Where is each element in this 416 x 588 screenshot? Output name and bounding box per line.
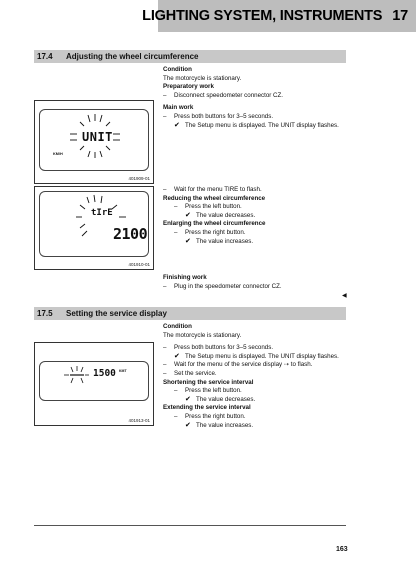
prep-heading: Preparatory work [163, 83, 214, 91]
check-icon: ✔ [185, 395, 191, 403]
flash-rays-icon [40, 192, 150, 256]
main-result-1: ✔ The Setup menu is displayed. The UNIT display flashes. [174, 121, 339, 129]
lcd-service-unit: KMT [119, 369, 127, 373]
result-1: ✔ The Setup menu is displayed. The UNIT display flashes. [174, 352, 339, 360]
section-end-mark: ◀ [342, 293, 347, 299]
section-number: 17.4 [37, 52, 53, 61]
lcd-service-value: 1500 [93, 368, 116, 379]
lcd-tire-text: tIrE [91, 208, 113, 218]
extend-heading: Extending the service interval [163, 404, 251, 412]
step-3: – Set the service. [163, 369, 217, 377]
chapter-title: LIGHTING SYSTEM, INSTRUMENTS [142, 8, 383, 24]
condition-heading: Condition [163, 66, 192, 73]
figure-code: 401910-01 [128, 262, 150, 267]
section-17-5-text [163, 323, 353, 430]
lcd-tire-value: 2100 [113, 225, 148, 243]
main-heading: Main work [163, 104, 194, 112]
main-step-1: – Press both buttons for 3–5 seconds. [163, 112, 274, 120]
lcd-screen [39, 361, 149, 401]
section-number: 17.5 [37, 309, 53, 318]
section-17-4-text [163, 66, 353, 130]
extend-step: – Press the right button. [174, 412, 246, 420]
figure-tire-display [34, 186, 154, 270]
enlarge-result: ✔ The value increases. [185, 237, 254, 245]
chapter-number: 17 [392, 8, 408, 24]
step-2: – Wait for the menu of the service display ⇢ to flash. [163, 361, 313, 369]
check-icon: ✔ [185, 211, 191, 219]
footer-rule [34, 525, 346, 526]
shorten-heading: Shortening the service interval [163, 378, 254, 386]
reduce-heading: Reducing the wheel circumference [163, 194, 266, 202]
lcd-screen [39, 191, 149, 257]
condition-text: The motorcycle is stationary. [163, 331, 242, 339]
section-17-4-finish [163, 274, 353, 291]
enlarge-heading: Enlarging the wheel circumference [163, 220, 266, 228]
step-1: – Press both buttons for 3–5 seconds. [163, 344, 274, 352]
lcd-screen [39, 109, 149, 171]
prep-step: – Disconnect speedometer connector CZ. [163, 91, 284, 99]
figure-code: 401909-01 [128, 176, 150, 181]
lcd-unit-text: UNIT [82, 130, 113, 144]
extend-result: ✔ The value increases. [185, 421, 254, 429]
check-icon: ✔ [185, 421, 191, 429]
lcd-speed-unit: KM/H [53, 152, 63, 156]
reduce-result: ✔ The value decreases. [185, 211, 256, 219]
page-number: 163 [336, 546, 348, 553]
section-title: Adjusting the wheel circumference [66, 52, 199, 61]
chapter-header [142, 0, 416, 32]
section-heading-17-5 [34, 307, 346, 320]
finish-step: – Plug in the speedometer connector CZ. [163, 282, 282, 290]
finish-heading: Finishing work [163, 274, 207, 281]
shorten-step: – Press the left button. [174, 387, 242, 395]
section-heading-17-4 [34, 50, 346, 63]
figure-code: 401913-01 [128, 418, 150, 423]
shorten-result: ✔ The value decreases. [185, 395, 256, 403]
section-17-4-text-2 [163, 186, 353, 246]
condition-text: The motorcycle is stationary. [163, 74, 242, 82]
figure-unit-display [34, 100, 154, 184]
main-step-2: – Wait for the menu TIRE to flash. [163, 186, 262, 193]
check-icon: ✔ [174, 352, 180, 360]
check-icon: ✔ [185, 237, 191, 245]
reduce-step: – Press the left button. [174, 203, 242, 211]
figure-service-display [34, 342, 154, 426]
section-title: Setting the service display [66, 309, 167, 318]
check-icon: ✔ [174, 121, 180, 129]
enlarge-step: – Press the right button. [174, 228, 246, 236]
condition-heading: Condition [163, 323, 192, 330]
